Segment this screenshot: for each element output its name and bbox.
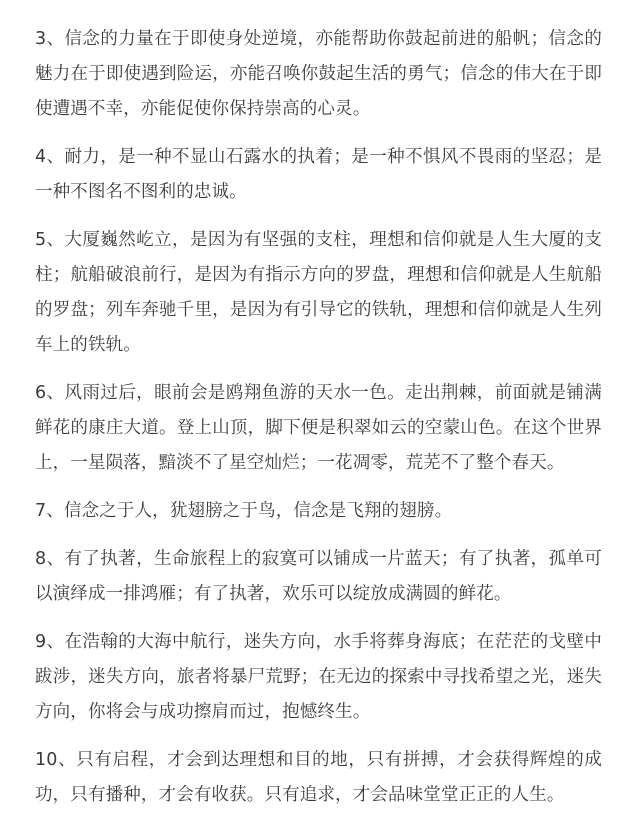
paragraph-item: 3、信念的力量在于即使身处逆境，亦能帮助你鼓起前进的船帆；信念的魅力在于即使遇到险运，亦能召唤你鼓起生活的勇气；信念的伟大在于即使遭遇不幸，亦能促使你保持崇高的心灵。 — [35, 29, 602, 119]
paragraph-item: 7、信念之于人，犹翅膀之于鸟，信念是飞翔的翅膀。 — [35, 501, 453, 521]
paragraph-item: 9、在浩翰的大海中航行，迷失方向，水手将葬身海底；在茫茫的戈壁中跋涉，迷失方向，旅者将暴尸荒野；在无边的探索中寻找希望之光，迷失方向，你将会与成功擦肩而过，抱憾终生。 — [35, 632, 602, 722]
paragraph-item: 8、有了执著，生命旅程上的寂寞可以铺成一片蓝天；有了执著，孤单可以演绎成一排鸿雁；有了执著，欢乐可以绽放成满圆的鲜花。 — [35, 549, 602, 604]
paragraph-item: 5、大厦巍然屹立，是因为有坚强的支柱，理想和信仰就是人生大厦的支柱；航船破浪前行，是因为有指示方向的罗盘，理想和信仰就是人生航船的罗盘；列车奔驰千里，是因为有引导它的铁轨，理想和信仰就是人生列车上的铁轨。 — [35, 230, 602, 355]
paragraph-item: 10、只有启程，才会到达理想和目的地，只有拼搏，才会获得辉煌的成功，只有播种，才会有收获。只有追求，才会品味堂堂正正的人生。 — [35, 750, 602, 805]
paragraph-item: 4、耐力，是一种不显山石露水的执着；是一种不惧风不畏雨的坚忍；是一种不图名不图利的忠诚。 — [35, 147, 602, 202]
paragraph-item: 6、风雨过后，眼前会是鸥翔鱼游的天水一色。走出荆棘，前面就是铺满鲜花的康庄大道。登上山顶，脚下便是积翠如云的空蒙山色。在这个世界上，一星陨落，黯淡不了星空灿烂；一花凋零，荒芜不了整个春天。 — [35, 383, 602, 473]
